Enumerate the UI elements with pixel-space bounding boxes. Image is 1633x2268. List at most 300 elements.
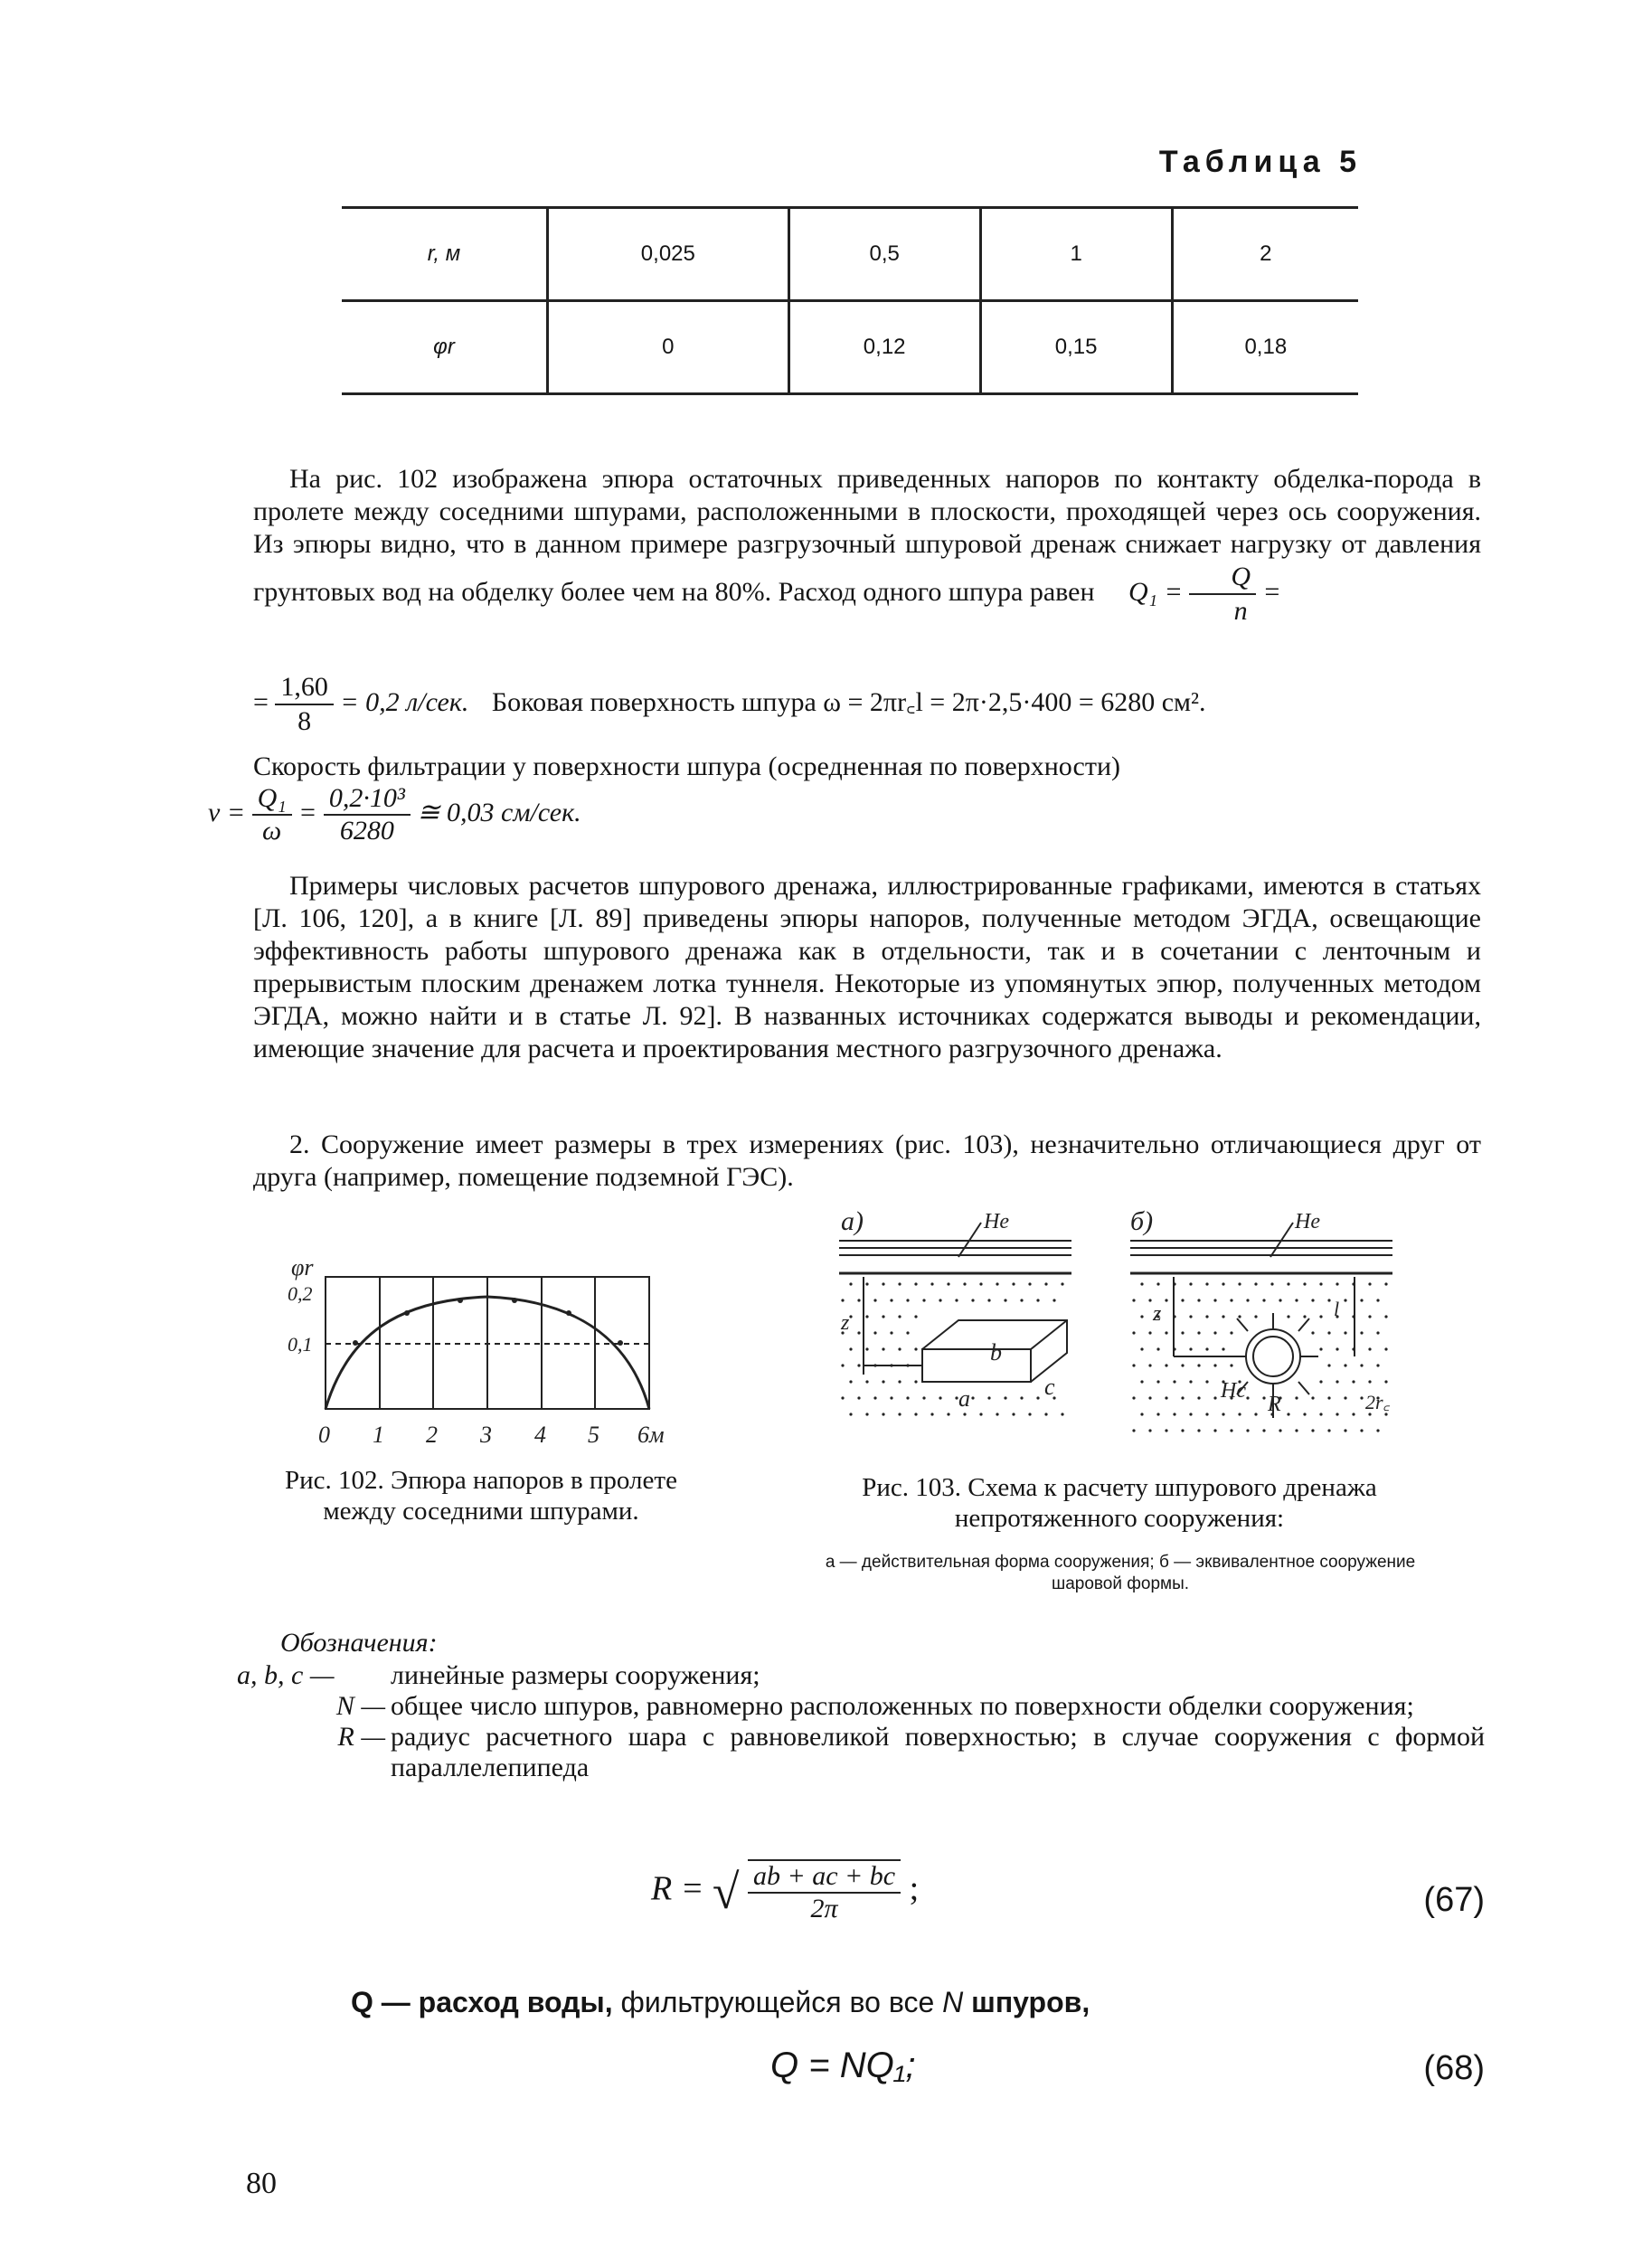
soil-dot <box>1262 1396 1265 1399</box>
soil-dot <box>1213 1364 1216 1366</box>
notation-symbol: a, b, c — <box>237 1660 335 1690</box>
soil-dot <box>1028 1413 1031 1415</box>
soil-dot <box>1061 1413 1063 1415</box>
soil-dot <box>930 1413 933 1415</box>
soil-dot <box>857 1396 860 1399</box>
soil-dot <box>865 1315 868 1318</box>
soil-dot <box>1173 1413 1175 1415</box>
table-title: Таблица 5 <box>1158 145 1362 179</box>
notation-item <box>237 1660 1485 1691</box>
soil-dot <box>1012 1413 1015 1415</box>
soil-dot <box>857 1364 860 1366</box>
soil-dot <box>1376 1299 1379 1301</box>
soil-dot <box>849 1347 852 1350</box>
table-cell: φr <box>342 301 548 394</box>
soil-dot <box>1352 1282 1355 1285</box>
soil-dot <box>914 1380 917 1383</box>
notation-item <box>237 1722 1485 1783</box>
soil-dot <box>939 1396 941 1399</box>
figure-103 <box>823 1203 1411 1447</box>
soil-dot <box>987 1299 990 1301</box>
q-text: фильтрующейся во все <box>612 1986 943 2018</box>
soil-dot <box>1303 1282 1306 1285</box>
soil-dot <box>1303 1315 1306 1318</box>
soil-dot <box>1246 1429 1249 1432</box>
soil-dot <box>1213 1331 1216 1334</box>
x-tick-label: 3 <box>480 1422 492 1448</box>
soil-dot <box>996 1282 998 1285</box>
soil-dot <box>890 1299 892 1301</box>
soil-dot <box>1262 1429 1265 1432</box>
formula-part: ≅ 0,03 см/сек. <box>417 797 581 827</box>
soil-dot <box>1165 1364 1167 1366</box>
soil-dot <box>1327 1331 1330 1334</box>
soil-dot <box>865 1413 868 1415</box>
soil-dot <box>1165 1396 1167 1399</box>
soil-dot <box>1181 1396 1184 1399</box>
soil-dot <box>1173 1282 1175 1285</box>
soil-dot <box>1254 1413 1257 1415</box>
soil-dot <box>1132 1364 1135 1366</box>
denominator: 2π <box>810 1894 838 1923</box>
denominator: ω <box>262 816 282 846</box>
soil-dot <box>1376 1364 1379 1366</box>
q-definition <box>351 1986 1090 2019</box>
soil-dot <box>873 1396 876 1399</box>
soil-dot <box>1238 1282 1241 1285</box>
soil-dot <box>1238 1315 1241 1318</box>
equation-68: Q = NQ₁; <box>770 2046 916 2085</box>
table-cell: 0,5 <box>788 208 980 301</box>
soil-dot <box>1189 1413 1192 1415</box>
soil-dot <box>1189 1347 1192 1350</box>
soil-dot <box>849 1413 852 1415</box>
denominator: 8 <box>297 706 312 736</box>
soil-dot <box>906 1299 909 1301</box>
notation-text: линейные размеры сооружения; <box>391 1660 760 1690</box>
soil-dot <box>882 1347 884 1350</box>
soil-dot <box>1205 1413 1208 1415</box>
soil-dot <box>1319 1282 1322 1285</box>
soil-dot <box>1344 1429 1346 1432</box>
notation-text: общее число шпуров, равномерно расположенных по поверхности обделки сооружения; <box>391 1691 1414 1721</box>
formula-part: = <box>1262 576 1281 607</box>
soil-dot <box>857 1331 860 1334</box>
figure-103-caption: Рис. 103. Схема к расчету шпурового дренажа непротяженного сооружения: <box>862 1473 1377 1533</box>
notation-list <box>237 1660 1485 1783</box>
soil-dot <box>1246 1299 1249 1301</box>
he-label: Hе <box>1295 1210 1320 1233</box>
soil-dot <box>1230 1331 1232 1334</box>
soil-dot <box>873 1364 876 1366</box>
soil-dot <box>906 1364 909 1366</box>
soil-dot <box>1352 1413 1355 1415</box>
soil-dot <box>898 1413 901 1415</box>
soil-dot <box>1319 1380 1322 1383</box>
soil-dot <box>963 1413 966 1415</box>
soil-dot <box>1061 1282 1063 1285</box>
soil-dot <box>890 1364 892 1366</box>
soil-dot <box>1360 1429 1363 1432</box>
soil-dot <box>1173 1347 1175 1350</box>
soil-dot <box>898 1380 901 1383</box>
table-cell: 0,18 <box>1172 301 1358 394</box>
denominator: n <box>1233 596 1248 626</box>
soil-dot <box>873 1331 876 1334</box>
soil-dot <box>1132 1429 1135 1432</box>
soil-dot <box>1319 1413 1322 1415</box>
soil-dot <box>849 1282 852 1285</box>
soil-dot <box>865 1347 868 1350</box>
soil-dot <box>1205 1315 1208 1318</box>
soil-dot <box>898 1315 901 1318</box>
soil-dot <box>873 1299 876 1301</box>
soil-dot <box>1295 1429 1298 1432</box>
soil-dot <box>1327 1396 1330 1399</box>
speed-line: Скорость фильтрации у поверхности шпура (осредненная по поверхности) <box>253 751 1121 781</box>
soil-dot <box>947 1282 949 1285</box>
soil-dot <box>1197 1364 1200 1366</box>
panel-b-label: б) <box>1130 1206 1154 1236</box>
soil-dot <box>1262 1299 1265 1301</box>
soil-dot <box>1336 1282 1338 1285</box>
soil-dot <box>1279 1299 1281 1301</box>
fraction <box>748 1859 901 1924</box>
equation-part: R = <box>651 1869 704 1908</box>
he-label: Hе <box>984 1210 1009 1233</box>
soil-dot <box>1287 1413 1289 1415</box>
table-cell: 0,025 <box>548 208 789 301</box>
soil-dot <box>1376 1429 1379 1432</box>
q-bold-text: Q — расход воды, <box>351 1986 613 2018</box>
soil-dot <box>1148 1429 1151 1432</box>
soil-dot <box>882 1413 884 1415</box>
soil-dot <box>1012 1282 1015 1285</box>
soil-dot <box>1352 1347 1355 1350</box>
soil-dot <box>841 1364 844 1366</box>
soil-dot <box>1213 1396 1216 1399</box>
soil-dot <box>1336 1413 1338 1415</box>
soil-dot <box>979 1413 982 1415</box>
soil-dot <box>1327 1299 1330 1301</box>
soil-dot <box>1148 1331 1151 1334</box>
figure-102-caption: Рис. 102. Эпюра напоров в пролете между соседними шпурами. <box>285 1466 677 1526</box>
formula-part: = 0,2 л/сек. <box>340 686 469 717</box>
z-label: z <box>841 1311 850 1335</box>
soil-dot <box>1197 1299 1200 1301</box>
soil-dot <box>1254 1315 1257 1318</box>
soil-dot <box>1165 1299 1167 1301</box>
soil-dot <box>1287 1282 1289 1285</box>
soil-dot <box>1222 1413 1224 1415</box>
soil-dot <box>1384 1380 1387 1383</box>
sqrt-sign: √ <box>712 1865 740 1919</box>
soil-dot <box>1140 1413 1143 1415</box>
paragraph-1 <box>253 463 1481 628</box>
soil-dot <box>1132 1299 1135 1301</box>
soil-dot <box>841 1299 844 1301</box>
soil-dot <box>1197 1331 1200 1334</box>
soil-dot <box>1384 1347 1387 1350</box>
soil-dot <box>1165 1429 1167 1432</box>
soil-dot <box>890 1331 892 1334</box>
soil-dot <box>882 1282 884 1285</box>
table-row <box>342 301 1358 394</box>
soil-dot <box>1148 1364 1151 1366</box>
soil-dot <box>1132 1331 1135 1334</box>
soil-dot <box>1028 1282 1031 1285</box>
soil-dot <box>1270 1282 1273 1285</box>
soil-dot <box>1205 1380 1208 1383</box>
soil-dot <box>1319 1315 1322 1318</box>
soil-dot <box>1336 1347 1338 1350</box>
x-tick-label: 5 <box>588 1422 599 1448</box>
soil-dot <box>1327 1364 1330 1366</box>
soil-dot <box>882 1315 884 1318</box>
soil-dot <box>922 1299 925 1301</box>
paragraph-3 <box>253 1129 1481 1194</box>
figure-103-diagram <box>823 1203 1411 1447</box>
soil-dot <box>1148 1299 1151 1301</box>
soil-dot <box>857 1299 860 1301</box>
x-tick-label: 1 <box>373 1422 384 1448</box>
soil-dot <box>1360 1364 1363 1366</box>
equation-number-68: (68) <box>1423 2049 1485 2087</box>
soil-dot <box>1336 1380 1338 1383</box>
soil-dot <box>1156 1282 1159 1285</box>
x-tick-label: 6м <box>637 1422 665 1448</box>
fraction <box>324 783 411 846</box>
formula-q1-continued <box>253 671 1481 738</box>
soil-dot <box>979 1282 982 1285</box>
soil-dot <box>1368 1347 1371 1350</box>
paragraph-text: 2. Сооружение имеет размеры в трех измерениях (рис. 103), незначительно отличающиеся друг от друга (например, помещение подземной ГЭС). <box>253 1129 1481 1192</box>
soil-dot <box>1311 1396 1314 1399</box>
soil-dot <box>1148 1396 1151 1399</box>
soil-dot <box>1181 1429 1184 1432</box>
soil-dot <box>1327 1429 1330 1432</box>
soil-dot <box>1181 1299 1184 1301</box>
soil-dot <box>1213 1299 1216 1301</box>
soil-dot <box>1140 1380 1143 1383</box>
soil-dot <box>1303 1413 1306 1415</box>
soil-dot <box>971 1396 974 1399</box>
l-label: l <box>1334 1298 1340 1320</box>
soil-dot <box>1181 1364 1184 1366</box>
soil-dot <box>1044 1282 1047 1285</box>
table-cell: r, м <box>342 208 548 301</box>
fraction <box>252 783 292 846</box>
soil-dot <box>1384 1282 1387 1285</box>
soil-dot <box>1287 1315 1289 1318</box>
soil-dot <box>1279 1429 1281 1432</box>
soil-dot <box>1368 1380 1371 1383</box>
table-row <box>342 208 1358 301</box>
soil-dot <box>914 1315 917 1318</box>
soil-dot <box>1344 1331 1346 1334</box>
soil-dot <box>1156 1413 1159 1415</box>
soil-dot <box>1230 1364 1232 1366</box>
soil-dot <box>1319 1347 1322 1350</box>
soil-dot <box>947 1413 949 1415</box>
paragraph-text: Примеры числовых расчетов шпурового дренажа, иллюстрированные графиками, имеются в статьях [Л. 106, 120], а в книге [Л. 89] приведены эпюры напоров, полученные методом ЭГДА, освещающие эффективность работы шпурового дренажа как в отдельности, так и в сочетании с ленточным и прерывистым плоским дренажем лотка туннеля. Некоторые из упомянутых эпюр, полученных методом ЭГДА, можно найти и в статье Л. 92]. В названных источниках содержатся выводы и рекомендации, имеющие значение для расчета и проектирования местного разгрузочного дренажа. <box>253 871 1481 1063</box>
formula-part: = <box>253 686 269 717</box>
soil-dot <box>1344 1364 1346 1366</box>
formula-q1 <box>1128 562 1281 626</box>
rc-label: 2r꜀ <box>1365 1391 1391 1413</box>
notation-text: радиус расчетного шара с равновеликой поверхностью; в случае сооружения с формой параллелепипеда <box>391 1722 1485 1782</box>
soil-dot <box>1036 1299 1039 1301</box>
soil-dot <box>1230 1299 1232 1301</box>
soil-dot <box>1004 1299 1006 1301</box>
q-symbol: N <box>942 1986 964 2018</box>
soil-dot <box>1222 1315 1224 1318</box>
soil-dot <box>914 1413 917 1415</box>
formula-v <box>208 783 581 846</box>
fraction <box>275 671 334 738</box>
soil-dot <box>1254 1282 1257 1285</box>
notation-symbol: N — <box>335 1691 385 1721</box>
equation-number-67: (67) <box>1423 1881 1485 1919</box>
page-number: 80 <box>246 2167 277 2200</box>
numerator: Q₁ <box>252 783 292 816</box>
y-tick-label: 0,1 <box>288 1333 313 1356</box>
soil-dot <box>1368 1315 1371 1318</box>
soil-dot <box>841 1396 844 1399</box>
soil-dot <box>1189 1282 1192 1285</box>
numerator: Q <box>1189 561 1256 595</box>
soil-dot <box>1052 1299 1055 1301</box>
soil-dot <box>849 1380 852 1383</box>
fraction <box>1189 561 1256 628</box>
soil-dot <box>1173 1380 1175 1383</box>
soil-dot <box>1197 1396 1200 1399</box>
paragraph-text: На рис. 102 изображена эпюра остаточных приведенных напоров по контакту обделка-порода в пролете между соседними шпурами, расположенными в плоскости, проходящей через ось сооружения. Из эпюры видно, что в данном примере разгрузочный шпуровой дренаж снижает нагрузку от давления грунтовых вод на обделку более чем на 80%. Расход одного шпура равен <box>253 464 1481 607</box>
soil-dot <box>1004 1396 1006 1399</box>
soil-dot <box>1352 1380 1355 1383</box>
x-tick-label: 2 <box>426 1422 438 1448</box>
soil-dot <box>930 1282 933 1285</box>
soil-dot <box>1384 1315 1387 1318</box>
soil-dot <box>1189 1380 1192 1383</box>
soil-dot <box>1360 1331 1363 1334</box>
soil-dot <box>865 1282 868 1285</box>
soil-dot <box>1230 1429 1232 1432</box>
soil-dot <box>1132 1396 1135 1399</box>
soil-dot <box>1165 1331 1167 1334</box>
soil-dot <box>1181 1331 1184 1334</box>
soil-dot <box>939 1299 941 1301</box>
soil-dot <box>1020 1396 1023 1399</box>
soil-dot <box>1197 1429 1200 1432</box>
soil-dot <box>1189 1315 1192 1318</box>
soil-dot <box>955 1299 958 1301</box>
formula-part: = <box>298 797 317 827</box>
soil-dot <box>865 1380 868 1383</box>
x-tick-label: 4 <box>534 1422 546 1448</box>
equation-67 <box>651 1859 919 1924</box>
y-tick-label: 0,2 <box>288 1282 313 1305</box>
soil-dot <box>1295 1299 1298 1301</box>
numerator: ab + ac + bc <box>748 1859 901 1894</box>
soil-dot <box>914 1347 917 1350</box>
soil-dot <box>882 1380 884 1383</box>
notation-symbol: R — <box>337 1722 385 1752</box>
table-5 <box>342 206 1358 395</box>
soil-dot <box>1140 1282 1143 1285</box>
soil-dot <box>1376 1331 1379 1334</box>
soil-dot <box>1156 1380 1159 1383</box>
soil-dot <box>1222 1347 1224 1350</box>
soil-dot <box>1360 1396 1363 1399</box>
soil-dot <box>1205 1282 1208 1285</box>
soil-dot <box>1238 1413 1241 1415</box>
soil-dot <box>1140 1315 1143 1318</box>
soil-dot <box>1222 1282 1224 1285</box>
soil-dot <box>1020 1299 1023 1301</box>
soil-dot <box>1311 1331 1314 1334</box>
soil-dot <box>1360 1299 1363 1301</box>
soil-dot <box>1156 1347 1159 1350</box>
q-bold-text: шпуров, <box>963 1986 1090 2018</box>
soil-dot <box>898 1347 901 1350</box>
soil-dot <box>1344 1299 1346 1301</box>
dim-c-label: c <box>1044 1374 1055 1400</box>
table-cell: 0,12 <box>788 301 980 394</box>
soil-dot <box>1344 1396 1346 1399</box>
soil-dot <box>1246 1396 1249 1399</box>
y-axis-label: φr <box>291 1257 314 1280</box>
soil-dot <box>906 1396 909 1399</box>
equation-part: ; <box>909 1869 920 1908</box>
soil-dot <box>996 1413 998 1415</box>
soil-dot <box>1311 1299 1314 1301</box>
soil-dot <box>914 1282 917 1285</box>
soil-dot <box>1352 1315 1355 1318</box>
soil-dot <box>1311 1429 1314 1432</box>
soil-dot <box>963 1282 966 1285</box>
soil-dot <box>1368 1282 1371 1285</box>
soil-dot <box>1213 1429 1216 1432</box>
numerator: 1,60 <box>275 671 334 705</box>
soil-dot <box>987 1396 990 1399</box>
figure-103-subcaption: а — действительная форма сооружения; б — эквивалентное сооружение шаровой формы. <box>825 1553 1416 1593</box>
soil-dot <box>922 1396 925 1399</box>
dim-b-label: b <box>990 1339 1002 1366</box>
table-cell: 0,15 <box>980 301 1172 394</box>
panel-a-label: а) <box>841 1206 864 1236</box>
hc-label: Hс <box>1221 1379 1246 1403</box>
table-cell: 0 <box>548 301 789 394</box>
notation-item <box>237 1691 1485 1722</box>
soil-dot <box>1295 1396 1298 1399</box>
notation-title: Обозначения: <box>280 1628 438 1658</box>
formula-part: Q₁ = <box>1128 576 1183 607</box>
soil-dot <box>906 1331 909 1334</box>
x-tick-label: 0 <box>318 1422 330 1448</box>
denominator: 6280 <box>339 816 394 846</box>
soil-dot <box>1140 1347 1143 1350</box>
r-label: R <box>1268 1393 1281 1416</box>
soil-dot <box>849 1315 852 1318</box>
formula-part: v = <box>208 797 246 827</box>
soil-dot <box>890 1396 892 1399</box>
z-label: z <box>1153 1302 1162 1326</box>
soil-dot <box>1044 1413 1047 1415</box>
figure-102-plot <box>271 1257 696 1456</box>
surface-text: Боковая поверхность шпура ω = 2πr꜀l = 2π·2,5·400 = 6280 см². <box>491 686 1206 717</box>
soil-dot <box>898 1282 901 1285</box>
